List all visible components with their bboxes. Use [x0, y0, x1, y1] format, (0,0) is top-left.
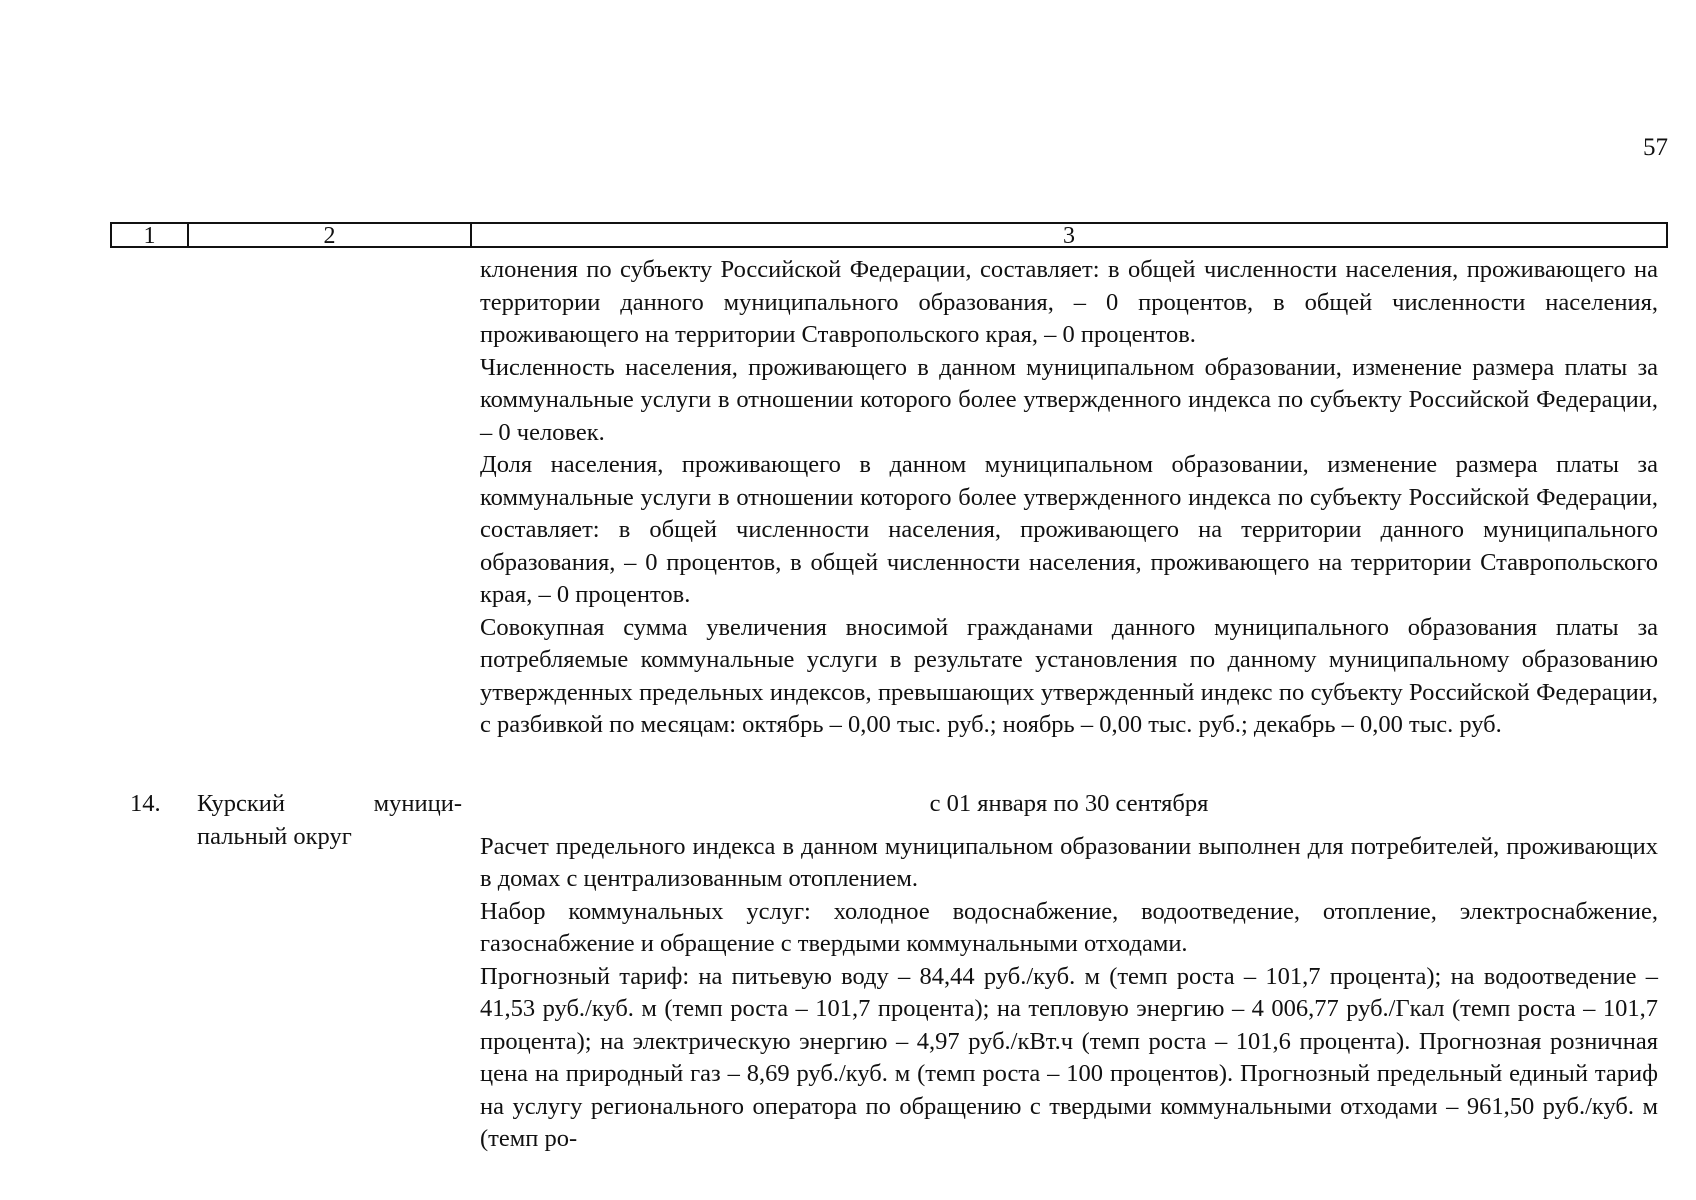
paragraph: клонения по субъекту Российской Федерации, составляет: в общей численности населения, проживающего на территории данного муниципального образования, – 0 процентов, в общей численности населения, проживающего на территории Ставропольского края, – 0 процентов. [480, 256, 1658, 348]
row14-text [480, 788, 1658, 1156]
row-number: 14. [130, 790, 161, 817]
paragraph: Прогнозный тариф: на питьевую воду – 84,44 руб./куб. м (темп роста – 101,7 процента); на водоотведение – 41,53 руб./куб. м (темп роста – 101,7 процента); на тепловую энергию – 4 006,77 руб./Гкал (темп роста – 101,7 процента); на электрическую энергию – 4,97 руб./кВт.ч (темп роста – 101,6 процента). Прогнозная розничная цена на природный газ – 8,69 руб./куб. м (темп роста – 100 процентов). Прогнозный предельный единый тариф на услугу регионального оператора по обращению с твердыми коммунальными отходами – 961,50 руб./куб. м (темп ро- [480, 962, 1658, 1152]
period-heading: с 01 января по 30 сентября [929, 790, 1209, 817]
paragraph: Расчет предельного индекса в данном муниципальном образовании выполнен для потребителей, проживающих в домах с централизованным отоплением. [480, 832, 1658, 892]
paragraph: Совокупная сумма увеличения вносимой гражданами данного муниципального образования платы за потребляемые коммунальные услуги в результате установления по данному муниципальному образованию утвержденных предельных индексов, превышающих утвержденный индекс по субъекту Российской Федерации, с разбивкой по месяцам: октябрь – 0,00 тыс. руб.; ноябрь – 0,00 тыс. руб.; декабрь – 0,00 тыс. руб. [480, 613, 1658, 738]
municipality-name [197, 788, 462, 853]
page-number: 57 [1643, 134, 1668, 161]
continuation-text [480, 254, 1658, 742]
paragraph: Доля населения, проживающего в данном муниципальном образовании, изменение размера платы за коммунальные услуги в отношении которого более утвержденного индекса по субъекту Российской Федерации, составляет: в общей численности населения, проживающего на территории данного муниципального образования, – 0 процентов, в общей численности населения, проживающего на территории Ставропольского края, – 0 процентов. [480, 451, 1658, 608]
table-header-row [110, 222, 1668, 248]
header-col-2: 2 [189, 224, 472, 246]
header-col-3: 3 [1063, 223, 1075, 249]
paragraph: Численность населения, проживающего в данном муниципальном образовании, изменение размера платы за коммунальные услуги в отношении которого более утвержденного индекса по субъекту Российской Федерации, – 0 человек. [480, 353, 1658, 446]
header-col-1: 1 [112, 224, 189, 246]
municipality-name-line: Курский муници- [197, 790, 462, 817]
municipality-name-line: пальный округ [197, 822, 352, 850]
paragraph: Набор коммунальных услуг: холодное водоснабжение, водоотведение, отопление, электроснабжение, газоснабжение и обращение с твердыми коммунальными отходами. [480, 897, 1658, 957]
